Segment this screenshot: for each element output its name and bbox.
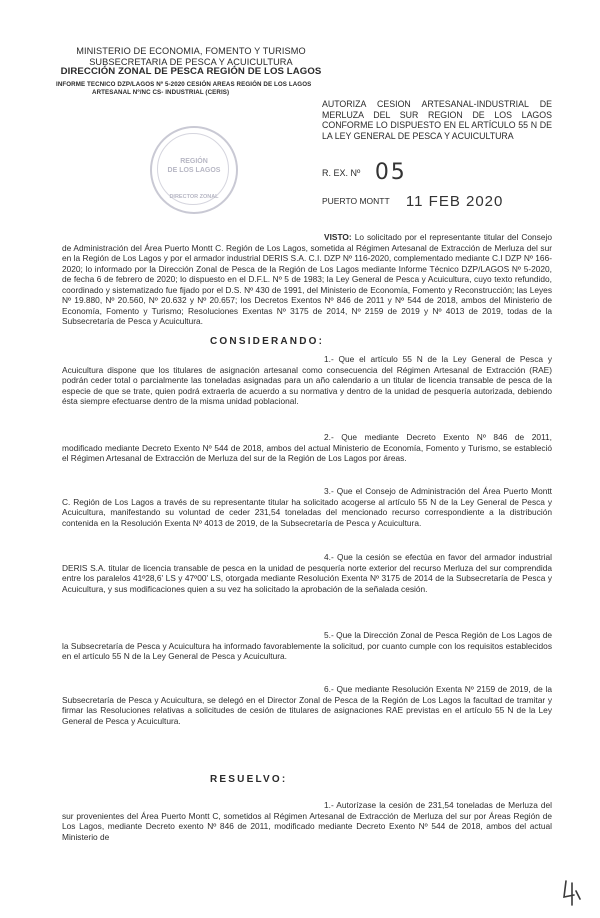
seal-line-2: DE LOS LAGOS	[167, 167, 221, 174]
artesanal-reference: ARTESANAL Nº/NC CS- INDUSTRIAL (CERIS)	[92, 89, 230, 96]
official-seal	[150, 126, 238, 214]
informe-reference: INFORME TECNICO DZP/LAGOS Nº 5-2020 CESIÓN AREAS REGIÓN DE LOS LAGOS	[56, 80, 312, 88]
considerando-text-2: 2.- Que mediante Decreto Exento Nº 846 de 2011, modificado mediante Decreto Exento Nº 544 de 2018, ambos del actual Ministerio de Economía, Fomento y Turismo, se estableció el Régimen Artesanal de Extracción de Merluza del sur de la Región de Los Lagos por áreas.	[62, 432, 552, 464]
considerando-item-1	[62, 354, 552, 407]
considerando-heading: CONSIDERANDO:	[210, 336, 325, 347]
place: PUERTO MONTT	[322, 196, 390, 206]
considerando-item-4	[62, 552, 552, 594]
considerando-text-6: 6.- Que mediante Resolución Exenta Nº 2159 de 2019, de la Subsecretaría de Pesca y Acuicultura, se delegó en el Director Zonal de Pesca de la Región de Los Lagos la facultad de tramitar y firmar las Resoluciones relativas a solicitudes de cesión de titulares de asignaciones RAE previstas en el artículo 55 N de la Ley General de Pesca y Acuicultura.	[62, 684, 552, 726]
considerando-text-3: 3.- Que el Consejo de Administración del Área Puerto Montt C. Región de Los Lagos a través de su representante titular ha solicitado acogerse al artículo 55 N de la Ley General de Pesca y Acuicultura, manifestando su voluntad de ceder 231,54 toneladas del mencionado recurso correspondiente a la distribución contenida en la Resolución Exenta Nº 4013 de 2019, de la Subsecretaría de Pesca y Acuicultura.	[62, 486, 552, 528]
direccion-zonal-name: DIRECCIÓN ZONAL DE PESCA REGIÓN DE LOS LAGOS	[60, 66, 322, 77]
resuelvo-heading: RESUELVO:	[210, 774, 288, 785]
resolution-label: R. EX. Nº	[322, 168, 361, 178]
considerando-item-2	[62, 432, 552, 464]
resuelvo-item-1	[62, 800, 552, 842]
considerando-text-1: 1.- Que el artículo 55 N de la Ley General de Pesca y Acuicultura dispone que los titulares de asignación artesanal como consecuencia del Régimen Artesanal de Extracción (RAE) podrán ceder total o parcialmente las toneladas asignadas para un año calendario a un titular de licencia transable de pesca de la especie de que se trate, quien podrá extraerla de acuerdo a su normativa y dentro de la unidad de pesquería autorizada, debiendo ésta siempre efectuarse dentro de la misma unidad poblacional.	[62, 354, 552, 407]
subsecretaria-name: SUBSECRETARIA DE PESCA Y ACUICULTURA	[89, 56, 293, 67]
resuelvo-text-1: 1.- Autorízase la cesión de 231,54 toneladas de Merluza del sur provenientes del Área Puerto Montt C, sometidos al Régimen Artesanal de Extracción de Merluza del sur por Áreas Región de Los Lagos, mediante Decreto exento Nº 846 de 2011, modificado mediante Decreto Exento Nº 544 de 2018, ambos del actual Ministerio de	[62, 800, 552, 842]
resolution-subject: AUTORIZA CESION ARTESANAL-INDUSTRIAL DE MERLUZA DEL SUR REGION DE LOS LAGOS CONFORME LO DISPUESTO EN EL ARTÍCULO 55 N DE LA LEY GENERAL DE PESCA Y ACUICULTURA	[322, 99, 552, 141]
place-date-line	[322, 193, 503, 210]
considerando-item-6	[62, 684, 552, 726]
seal-line-1: REGIÓN	[180, 158, 208, 165]
considerando-text-4: 4.- Que la cesión se efectúa en favor del armador industrial DERIS S.A. titular de licencia transable de pesca en la unidad de pesquería norte exterior del recurso Merluza del sur comprendida entre los paralelos 41º28,6' LS y 47º00' LS, otorgada mediante Resolución Exenta Nº 3175 de 2014 de la Subsecretaría de Pesca y Acuicultura, y sus modificaciones quien a su vez ha solicitado la aprobación de la señalada cesión.	[62, 552, 552, 594]
page-initials-mark	[560, 877, 584, 907]
resolution-number-line	[322, 160, 407, 185]
visto-label: VISTO:	[324, 232, 352, 242]
visto-text: Lo solicitado por el representante titular del Consejo de Administración del Área Puerto Montt C. Región de Los Lagos, sometida al Régimen Artesanal de Extracción de Merluza del sur en la Región de Los Lagos y por el armador industrial DERIS S.A. C.I. DZP Nº 116-2020, complementado mediante C.I DZP Nº 166-2020; lo informado por la Dirección Zonal de Pesca de la Región de Los Lagos mediante Informe Técnico DZP/LAGOS Nº 5-2020, de fecha 6 de febrero de 2020; lo dispuesto en el D.F.L. Nº 5 de 1983; la Ley General de Pesca y Acuicultura, cuyo texto refundido, coordinado y sistematizado fue fijado por el D.S. Nº 430 de 1991, del Ministerio de Economía, Fomento y Reconstrucción; las Leyes Nº 19.880, Nº 20.560, Nº 20.632 y Nº 20.657; los Decretos Exentos Nº 846 de 2011 y Nº 544 de 2018, ambos del Ministerio de Economía, Fomento y Turismo; Resoluciones Exentas Nº 3175 de 2014, Nº 2159 de 2019 y Nº 4013 de 2019, todas de la Subsecretaría de Pesca y Acuicultura.	[62, 232, 552, 327]
considerando-text-5: 5.- Que la Dirección Zonal de Pesca Región de Los Lagos de la Subsecretaría de Pesca y Acuicultura ha informado favorablemente la solicitud, por cuanto cumple con los requisitos establecidos en el artículo 55 N de la Ley General de Pesca y Acuicultura.	[62, 630, 552, 662]
resolution-number: 05	[374, 160, 407, 185]
date-stamp: 11 FEB 2020	[405, 193, 504, 210]
visto-section	[62, 232, 552, 327]
seal-text	[152, 157, 236, 175]
letterhead	[56, 46, 326, 98]
considerando-item-3	[62, 486, 552, 528]
considerando-item-5	[62, 630, 552, 662]
ministry-name: MINISTERIO DE ECONOMIA, FOMENTO Y TURISMO	[76, 46, 306, 56]
seal-arc-text: DIRECTOR ZONAL	[169, 194, 219, 200]
